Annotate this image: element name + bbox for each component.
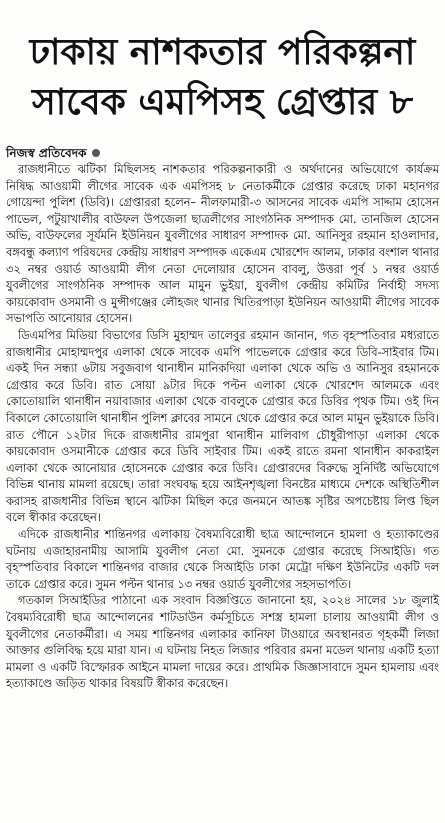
article-paragraph-4: গতকাল সিআইডির পাঠানো এক সংবাদ বিজ্ঞপ্তিতে জানানো হয়, ২০২৪ সালের ১৮ জুলাই বৈষম্যবিরোধী ছাত্র আন্দোলনের শাটডাউন কর্মসূচিতে সশস্ত্র হামলা চালায় আওয়ামী লীগ ও যুবলীগের নেতাকর্মীরা। এ সময় শান্তিনগর এলাকার কানিফা টাওয়ারে অবস্থানরত গৃহকর্মী লিজা আক্তার গুলিবিদ্ধ হয়ে মারা যান। এ ঘটনায় নিহত লিজার পরিবার রমনা মডেল থানায় একটি হত্যা মামলা ও একটি বিস্ফোরক আইনে মামলা দায়ের করে। প্রাথমিক জিজ্ঞাসাবাদে সুমন হামলায় এবং হত্যাকাণ্ডে জড়িত থাকার বিষয়টি স্বীকার করেছেন।: [6, 594, 439, 691]
article-paragraph-3: এদিকে রাজধানীর শান্তিনগর এলাকায় বৈষম্যবিরোধী ছাত্র আন্দোলনে হামলা ও হত্যাকাণ্ডের ঘটনায় এজাহারনামীয় আসামি যুবলীগ নেতা মো. সুমনকে গ্রেপ্তার করেছে সিআইডি। গত বৃহস্পতিবার বিকালে শান্তিনগর বাজার থেকে সিআইডি ঢাকা মেট্রো দক্ষিণ ইউনিটের একটি দল তাকে গ্রেপ্তার করে। সুমন পল্টন থানার ১৩ নম্বর ওয়ার্ড যুবলীগের সহসভাপতি।: [6, 528, 439, 591]
byline: [6, 144, 439, 162]
byline-text: নিজস্ব প্রতিবেদক: [6, 146, 87, 160]
article-body: [6, 162, 439, 693]
headline-line-2: সাবেক এমপিসহ গ্রেপ্তার ৮: [31, 82, 414, 123]
article-paragraph-1: রাজধানীতে ঝটিকা মিছিলসহ নাশকতার পরিকল্পনাকারী ও অর্থদানের অভিযোগে কার্যক্রম নিষিদ্ধ আওয়ামী লীগের সাবেক এক এমপিসহ ৮ নেতাকর্মীকে গ্রেপ্তার করেছে ঢাকা মহানগর গোয়েন্দা পুলিশ (ডিবি)। গ্রেপ্তাররা হলেন– নীলফামারী-৩ আসনের সাবেক এমপি সাদ্দাম হোসেন পাভেল, পটুয়াখালীর বাউফল উপজেলা ছাত্রলীগের সাংগঠনিক সম্পাদক মো. তানজিল হোসেন অভি, বাউফলের সূর্যমনি ইউনিয়ন যুবলীগের সাধারণ সম্পাদক মো. আনিসুর রহমান হাওলাদার, বঙ্গবন্ধু কল্যাণ পরিষদের কেন্দ্রীয় সাধারণ সম্পাদক একেএম খোরশেদ আলম, ঢাকার বংশাল থানার ৩২ নম্বর ওয়ার্ড আওয়ামী লীগ নেতা দেলোয়ার হোসেন বাবলু, উত্তরা পূর্ব ১ নম্বর ওয়ার্ড যুবলীগের সাংগঠনিক সম্পাদক আল মামুন ভুইয়া, যুবলীগ কেন্দ্রীয় কমিটির নির্বাহী সদস্য কায়কোবাদ ওসমানী ও মুন্সীগঞ্জের লৌহজং থানার খিতিরপাড়া ইউনিয়ন আওয়ামী লীগের সাবেক সভাপতি আনোয়ার হোসেন।: [6, 163, 439, 326]
headline-line-1: ঢাকায় নাশকতার পরিকল্পনা: [29, 32, 416, 73]
article-paragraph-2: ডিএমপির মিডিয়া বিভাগের ডিসি মুহাম্মদ তালেবুর রহমান জানান, গত বৃহস্পতিবার মধ্যরাতে রাজধানীর মোহাম্মদপুর এলাকা থেকে সাবেক এমপি পাভেলকে গ্রেপ্তার করে ডিবি-সাইবার টিম। একই দিন সন্ধ্যা ৬টায় সবুজবাগ থানাধীন মানিকদিয়া এলাকা থেকে অভি ও আনিসুর রহমানকে গ্রেপ্তার করে ডিবি। রাত সোয়া ৯টার দিকে পল্টন এলাকা থেকে খোরশেদ আলমকে এবং কোতোয়ালি থানাধীন নয়াবাজার এলাকা থেকে বাবলুকে গ্রেপ্তার করে ডিবির পৃথক টিম। ওই দিন বিকালে কোতোয়ালি থানাধীন পুলিশ ক্লাবের সামনে থেকে গ্রেপ্তার করে আল মামুন ভুইয়াকে ডিবি। রাত পৌনে ১২টার দিকে রাজধানীর রামপুরা থানাধীন মালিবাগ চৌধুরীপাড়া এলাকা থেকে কায়কোবাদ ওসমানীকে গ্রেপ্তার করে ডিবি সাইবার টিম। একই রাতে রমনা থানাধীন কাকরাইল এলাকা থেকে আনোয়ার হোসেনকে গ্রেপ্তার করে ডিবি। গ্রেপ্তারদের বিরুদ্ধে সুনির্দিষ্ট অভিযোগে বিভিন্ন থানায় মামলা রয়েছে। তারা সংঘবদ্ধ হয়ে আইনশৃঙ্খলা বিনষ্টের মাধ্যমে দেশকে অস্থিতিশীল করাসহ রাজধানীর বিভিন্ন স্থানে ঝটিকা মিছিল করে জনমনে আতঙ্ক সৃষ্টির অপচেষ্টায় লিপ্ত ছিল বলে স্বীকার করেছেন।: [6, 328, 439, 525]
byline-bullet-icon: [92, 149, 100, 157]
